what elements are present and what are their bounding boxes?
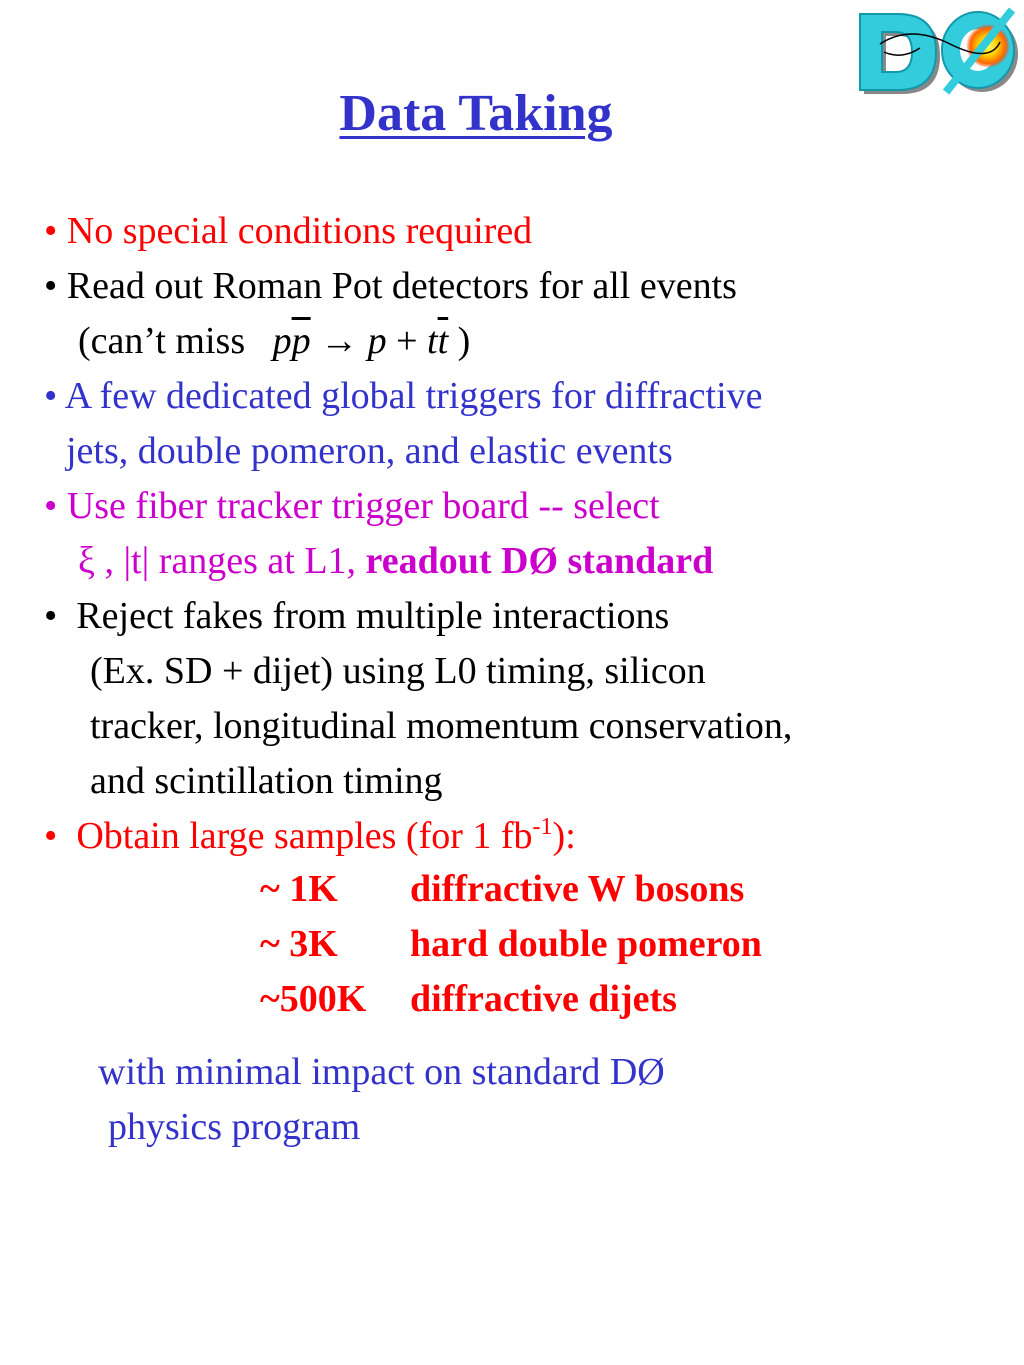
bullet-reject-fakes-line3: tracker, longitudinal momentum conservation,: [90, 705, 793, 747]
bullet-reject-fakes-line2: (Ex. SD + dijet) using L0 timing, silicon: [90, 650, 706, 692]
bullet-marker: •: [44, 210, 67, 252]
sample-amount: ~500K: [260, 978, 367, 1020]
bullet-read-out-continuation: (can’t miss $p\overline{p} \to p + t\overline{t}$ ): [78, 320, 471, 362]
bullet-reject-fakes-line4: and scintillation timing: [90, 760, 443, 802]
readout-standard-text: readout DØ standard: [365, 540, 714, 582]
sample-row: [0, 980, 1024, 1020]
bullet-read-out-roman-pot: • Read out Roman Pot detectors for all events: [44, 265, 737, 307]
bullet-dedicated-triggers: • A few dedicated global triggers for diffractive: [44, 375, 763, 417]
sample-description: hard double pomeron: [410, 923, 762, 965]
bullet-marker: •: [44, 375, 65, 417]
bullet-reject-fakes: • Reject fakes from multiple interactions: [44, 595, 670, 637]
sample-description: diffractive W bosons: [410, 868, 745, 910]
sample-description: diffractive dijets: [410, 978, 677, 1020]
ttbar-formula: $p\overline{p} \to p + t\overline{t}$: [272, 320, 449, 362]
footer-note-line1: with minimal impact on standard DØ: [98, 1051, 665, 1093]
sample-amount: ~ 3K: [260, 923, 338, 965]
dzero-logo-icon: [850, 4, 1022, 96]
sample-row: [0, 870, 1024, 910]
footer-note-line2: physics program: [108, 1106, 361, 1148]
bullet-fiber-tracker-continuation: ξ , |t| ranges at L1, readout DØ standard: [78, 540, 714, 582]
bullet-marker: •: [44, 595, 77, 637]
bullet-fiber-tracker: • Use fiber tracker trigger board -- select: [44, 485, 660, 527]
sample-amount: ~ 1K: [260, 868, 338, 910]
arrow-icon: →: [320, 320, 359, 362]
page-title: Data Taking: [339, 85, 613, 142]
sample-row: [0, 925, 1024, 965]
bullet-marker: •: [44, 485, 67, 527]
bullet-marker: •: [44, 265, 67, 307]
bullet-marker: •: [44, 815, 77, 857]
bullet-obtain-samples: • Obtain large samples (for 1 $fb^{-1}$):: [44, 814, 576, 857]
xi-symbol: ξ: [78, 540, 95, 582]
bullet-dedicated-triggers-continuation: jets, double pomeron, and elastic events: [66, 430, 673, 472]
bullet-no-special-conditions: • No special conditions required: [44, 210, 533, 252]
